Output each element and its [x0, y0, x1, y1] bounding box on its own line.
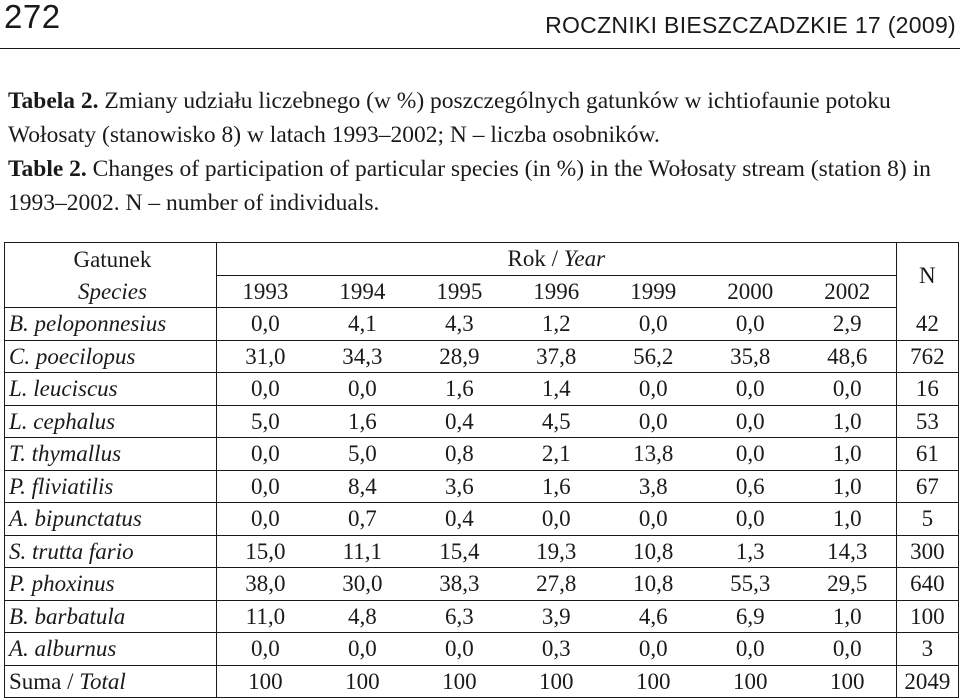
- value-cell: 27,8: [508, 568, 605, 601]
- value-cell: 11,0: [216, 600, 314, 633]
- value-cell: 2,1: [508, 438, 605, 471]
- value-cell: 0,8: [411, 438, 508, 471]
- value-cell: 0,0: [216, 308, 314, 341]
- total-value-cell: 100: [314, 665, 411, 698]
- value-cell: 13,8: [605, 438, 702, 471]
- year-header: 2002: [799, 275, 897, 308]
- caption-english-text: Changes of participation of particular species (in %) in the Wołosaty stream (station 8) in 1993–2002. N – number of individuals.: [8, 156, 931, 216]
- species-name: P. phoxinus: [9, 571, 115, 597]
- value-cell: 10,8: [605, 568, 702, 601]
- value-cell: 11,1: [314, 535, 411, 568]
- value-cell: 0,0: [702, 373, 799, 406]
- value-cell: 34,3: [314, 340, 411, 373]
- table-caption: [8, 84, 953, 220]
- value-cell: 3,9: [508, 600, 605, 633]
- value-cell: 29,5: [799, 568, 897, 601]
- caption-english-label: Table 2.: [8, 156, 87, 182]
- header-row-2: [5, 275, 959, 308]
- header-row-1: [5, 243, 959, 276]
- caption-english: [8, 152, 953, 220]
- species-name: A. bipunctatus: [9, 506, 142, 532]
- value-cell: 1,4: [508, 373, 605, 406]
- species-name: B. barbatula: [9, 603, 126, 629]
- species-table: [4, 242, 959, 698]
- value-cell: 1,0: [799, 470, 897, 503]
- value-cell: 1,6: [314, 405, 411, 438]
- table-row: [5, 470, 959, 503]
- value-cell: 1,0: [799, 503, 897, 536]
- year-header: 1994: [314, 275, 411, 308]
- value-cell: 3,6: [411, 470, 508, 503]
- caption-polish: [8, 84, 953, 152]
- value-cell: 0,7: [314, 503, 411, 536]
- value-cell: 0,0: [702, 308, 799, 341]
- suma-label: Suma /: [9, 668, 80, 694]
- value-cell: 55,3: [702, 568, 799, 601]
- value-cell: 1,0: [799, 438, 897, 471]
- n-cell: 100: [896, 600, 958, 633]
- n-cell: 67: [896, 470, 958, 503]
- species-name: L. leuciscus: [9, 376, 118, 402]
- species-label: Species: [77, 278, 147, 304]
- value-cell: 0,0: [799, 633, 897, 666]
- value-cell: 14,3: [799, 535, 897, 568]
- value-cell: 28,9: [411, 340, 508, 373]
- species-name: P. fliviatilis: [9, 473, 114, 499]
- value-cell: 10,8: [605, 535, 702, 568]
- total-value-cell: 100: [216, 665, 314, 698]
- value-cell: 6,9: [702, 600, 799, 633]
- value-cell: 35,8: [702, 340, 799, 373]
- value-cell: 15,4: [411, 535, 508, 568]
- species-cell: [5, 405, 217, 438]
- species-cell: [5, 568, 217, 601]
- value-cell: 0,0: [508, 503, 605, 536]
- value-cell: 0,0: [216, 470, 314, 503]
- value-cell: 38,0: [216, 568, 314, 601]
- species-cell: [5, 470, 217, 503]
- total-value-cell: 100: [702, 665, 799, 698]
- year-header: 1999: [605, 275, 702, 308]
- caption-polish-text: Zmiany udziału liczebnego (w %) poszczególnych gatunków w ichtiofaunie potoku Wołosaty (stanowisko 8) w latach 1993–2002; N – liczba osobników.: [8, 88, 891, 148]
- value-cell: 4,6: [605, 600, 702, 633]
- year-header: 1996: [508, 275, 605, 308]
- table-row: [5, 373, 959, 406]
- value-cell: 56,2: [605, 340, 702, 373]
- value-cell: 0,0: [216, 373, 314, 406]
- value-cell: 5,0: [314, 438, 411, 471]
- value-cell: 0,0: [216, 633, 314, 666]
- value-cell: 0,0: [605, 503, 702, 536]
- species-cell: [5, 535, 217, 568]
- running-head: ROCZNIKI BIESZCZADZKIE 17 (2009): [545, 12, 956, 38]
- year-header: 1993: [216, 275, 314, 308]
- value-cell: 37,8: [508, 340, 605, 373]
- species-cell: [5, 373, 217, 406]
- value-cell: 1,6: [508, 470, 605, 503]
- table-row: [5, 568, 959, 601]
- value-cell: 0,4: [411, 503, 508, 536]
- value-cell: 0,0: [605, 633, 702, 666]
- gatunek-header: Gatunek: [5, 243, 217, 276]
- rok-label: Rok /: [507, 246, 564, 272]
- species-name: B. peloponnesius: [9, 311, 167, 337]
- page-header: [0, 0, 960, 49]
- species-cell: [5, 503, 217, 536]
- species-cell: [5, 438, 217, 471]
- value-cell: 4,3: [411, 308, 508, 341]
- species-name: T. thymallus: [9, 441, 122, 467]
- species-name: A. alburnus: [9, 636, 117, 662]
- value-cell: 4,5: [508, 405, 605, 438]
- value-cell: 0,6: [702, 470, 799, 503]
- species-name: S. trutta fario: [9, 538, 134, 564]
- n-cell: 762: [896, 340, 958, 373]
- value-cell: 31,0: [216, 340, 314, 373]
- table-row: [5, 405, 959, 438]
- year-label: Year: [563, 246, 606, 272]
- value-cell: 0,0: [605, 405, 702, 438]
- value-cell: 38,3: [411, 568, 508, 601]
- total-value-cell: 100: [799, 665, 897, 698]
- n-cell: 5: [896, 503, 958, 536]
- value-cell: 2,9: [799, 308, 897, 341]
- value-cell: 0,0: [411, 633, 508, 666]
- n-header: N: [896, 243, 958, 308]
- table-row: [5, 438, 959, 471]
- species-header: [5, 275, 217, 308]
- total-row: [5, 665, 959, 698]
- caption-polish-label: Tabela 2.: [8, 88, 99, 114]
- value-cell: 0,4: [411, 405, 508, 438]
- value-cell: 6,3: [411, 600, 508, 633]
- table-row: [5, 633, 959, 666]
- value-cell: 1,0: [799, 600, 897, 633]
- value-cell: 4,8: [314, 600, 411, 633]
- value-cell: 0,0: [216, 438, 314, 471]
- table-row: [5, 340, 959, 373]
- value-cell: 4,1: [314, 308, 411, 341]
- species-cell: [5, 340, 217, 373]
- value-cell: 0,0: [605, 373, 702, 406]
- value-cell: 48,6: [799, 340, 897, 373]
- value-cell: 0,0: [314, 633, 411, 666]
- table-row: [5, 535, 959, 568]
- species-name: C. poecilopus: [9, 343, 136, 369]
- n-cell: 53: [896, 405, 958, 438]
- value-cell: 5,0: [216, 405, 314, 438]
- value-cell: 30,0: [314, 568, 411, 601]
- rok-header: [216, 243, 896, 276]
- value-cell: 1,2: [508, 308, 605, 341]
- total-label: Total: [79, 668, 126, 694]
- n-cell: 3: [896, 633, 958, 666]
- value-cell: 15,0: [216, 535, 314, 568]
- total-value-cell: 100: [508, 665, 605, 698]
- n-cell: 61: [896, 438, 958, 471]
- value-cell: 0,0: [216, 503, 314, 536]
- n-cell: 42: [896, 308, 958, 341]
- total-label-cell: [5, 665, 217, 698]
- species-cell: [5, 633, 217, 666]
- table-row: [5, 600, 959, 633]
- value-cell: 0,0: [605, 308, 702, 341]
- value-cell: 0,0: [702, 633, 799, 666]
- value-cell: 1,0: [799, 405, 897, 438]
- value-cell: 0,0: [314, 373, 411, 406]
- n-cell: 640: [896, 568, 958, 601]
- page-number: 272: [4, 0, 61, 35]
- species-cell: [5, 308, 217, 341]
- value-cell: 1,6: [411, 373, 508, 406]
- n-cell: 16: [896, 373, 958, 406]
- value-cell: 0,0: [702, 438, 799, 471]
- value-cell: 0,0: [702, 503, 799, 536]
- table-row: [5, 308, 959, 341]
- value-cell: 0,3: [508, 633, 605, 666]
- total-value-cell: 100: [411, 665, 508, 698]
- n-cell: 300: [896, 535, 958, 568]
- species-cell: [5, 600, 217, 633]
- year-header: 1995: [411, 275, 508, 308]
- table-row: [5, 503, 959, 536]
- year-header: 2000: [702, 275, 799, 308]
- value-cell: 3,8: [605, 470, 702, 503]
- value-cell: 19,3: [508, 535, 605, 568]
- total-value-cell: 100: [605, 665, 702, 698]
- species-name: L. cephalus: [9, 408, 116, 434]
- value-cell: 1,3: [702, 535, 799, 568]
- total-n-cell: 2049: [896, 665, 958, 698]
- value-cell: 0,0: [702, 405, 799, 438]
- value-cell: 0,0: [799, 373, 897, 406]
- value-cell: 8,4: [314, 470, 411, 503]
